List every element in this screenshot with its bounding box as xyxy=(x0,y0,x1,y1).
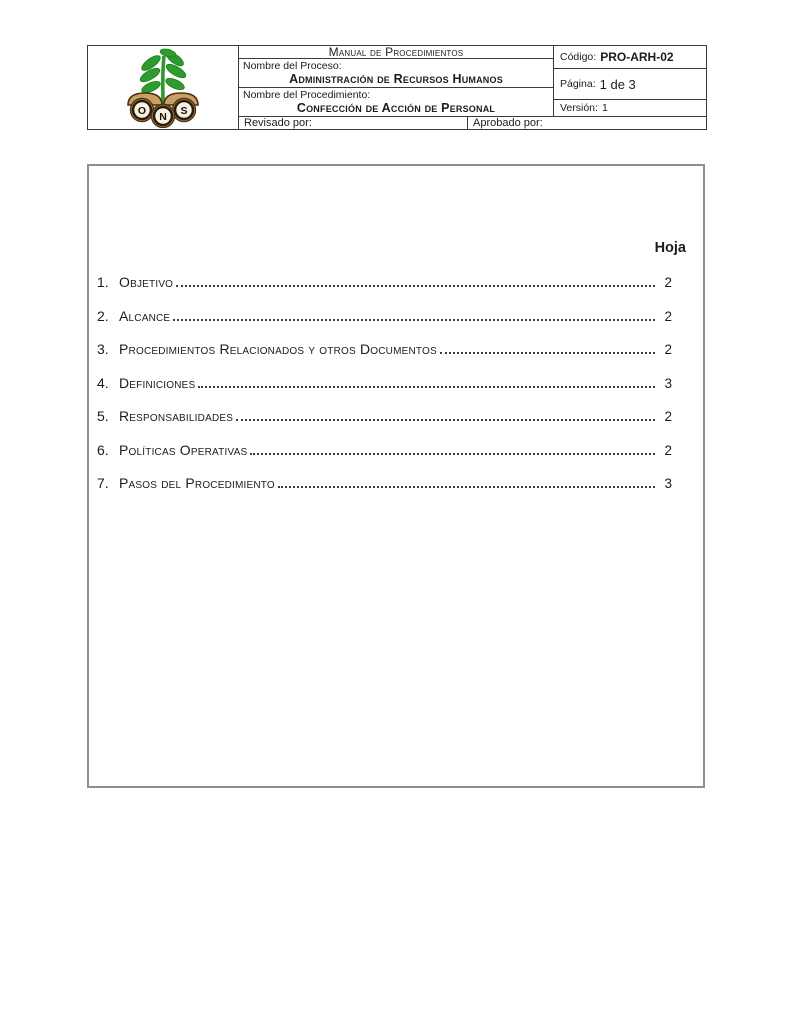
procedure-name: Confección de Acción de Personal xyxy=(296,101,496,115)
procedure-row xyxy=(239,88,553,116)
toc-item-page: 2 xyxy=(664,308,672,324)
toc-item-page: 2 xyxy=(664,342,672,357)
toc-item-page: 3 xyxy=(664,476,672,491)
dot-leader xyxy=(250,453,655,455)
process-row xyxy=(239,59,553,88)
toc-item-number: 4. xyxy=(97,374,109,391)
version-row xyxy=(554,100,706,116)
toc-item-title: Políticas Operativas xyxy=(119,441,248,458)
dot-leader xyxy=(173,319,655,321)
code-value: PRO-ARH-02 xyxy=(600,50,674,64)
toc-item-number: 5. xyxy=(97,408,109,424)
toc-item-title: Responsabilidades xyxy=(119,408,234,424)
logo-letter-n: N xyxy=(159,110,167,123)
ons-seed-plant-logo xyxy=(117,48,209,128)
toc-list xyxy=(89,274,703,492)
toc-item-title: Pasos del Procedimiento xyxy=(119,475,275,491)
toc-item xyxy=(89,475,703,492)
header-right-column xyxy=(554,46,706,116)
toc-item-page: 2 xyxy=(664,409,672,424)
toc-box xyxy=(87,164,705,788)
logo-stem xyxy=(163,56,164,104)
dot-leader xyxy=(278,486,655,488)
approved-by-label: Aprobado por: xyxy=(467,117,706,129)
toc-item-page: 3 xyxy=(664,375,672,391)
manual-title: Manual de Procedimientos xyxy=(239,46,553,59)
toc-item-title: Alcance xyxy=(119,307,171,324)
logo-letter-o: O xyxy=(137,104,147,117)
page-label: Página: xyxy=(560,78,596,90)
toc-item-title: Procedimientos Relacionados y otros Documentos xyxy=(119,341,437,357)
toc-item xyxy=(89,341,703,358)
code-label: Código: xyxy=(560,51,597,63)
page-value: 1 de 3 xyxy=(599,76,636,92)
toc-item xyxy=(89,442,703,459)
revised-by-label: Revisado por: xyxy=(244,117,312,129)
process-label: Nombre del Proceso: xyxy=(243,60,342,72)
version-value: 1 xyxy=(601,102,608,114)
dot-leader xyxy=(198,386,655,388)
toc-item-page: 2 xyxy=(664,275,672,290)
header-table xyxy=(87,45,707,130)
toc-item-title: Objetivo xyxy=(119,274,174,290)
toc-item-number: 2. xyxy=(97,307,109,324)
toc-item-number: 6. xyxy=(97,441,109,458)
signature-row xyxy=(239,116,706,129)
toc-item xyxy=(89,375,703,392)
toc-item-title: Definiciones xyxy=(119,374,196,391)
page-row xyxy=(554,69,706,100)
dot-leader xyxy=(236,419,655,421)
logo-cell xyxy=(88,46,239,129)
dot-leader xyxy=(176,285,655,287)
header-main xyxy=(239,46,706,129)
toc-page-column-header: Hoja xyxy=(654,240,686,256)
logo-letter-s: S xyxy=(180,104,188,117)
toc-item xyxy=(89,408,703,425)
process-name: Administración de Recursos Humanos xyxy=(289,72,503,86)
toc-item xyxy=(89,274,703,291)
header-middle-column xyxy=(239,46,554,116)
procedure-label: Nombre del Procedimiento: xyxy=(243,89,371,101)
toc-item-page: 2 xyxy=(664,442,672,458)
toc-item-number: 3. xyxy=(97,341,109,357)
toc-item-number: 1. xyxy=(97,274,109,290)
version-label: Versión: xyxy=(560,102,598,114)
toc-item xyxy=(89,308,703,325)
code-row xyxy=(554,46,706,69)
dot-leader xyxy=(440,352,655,354)
toc-item-number: 7. xyxy=(97,475,109,491)
